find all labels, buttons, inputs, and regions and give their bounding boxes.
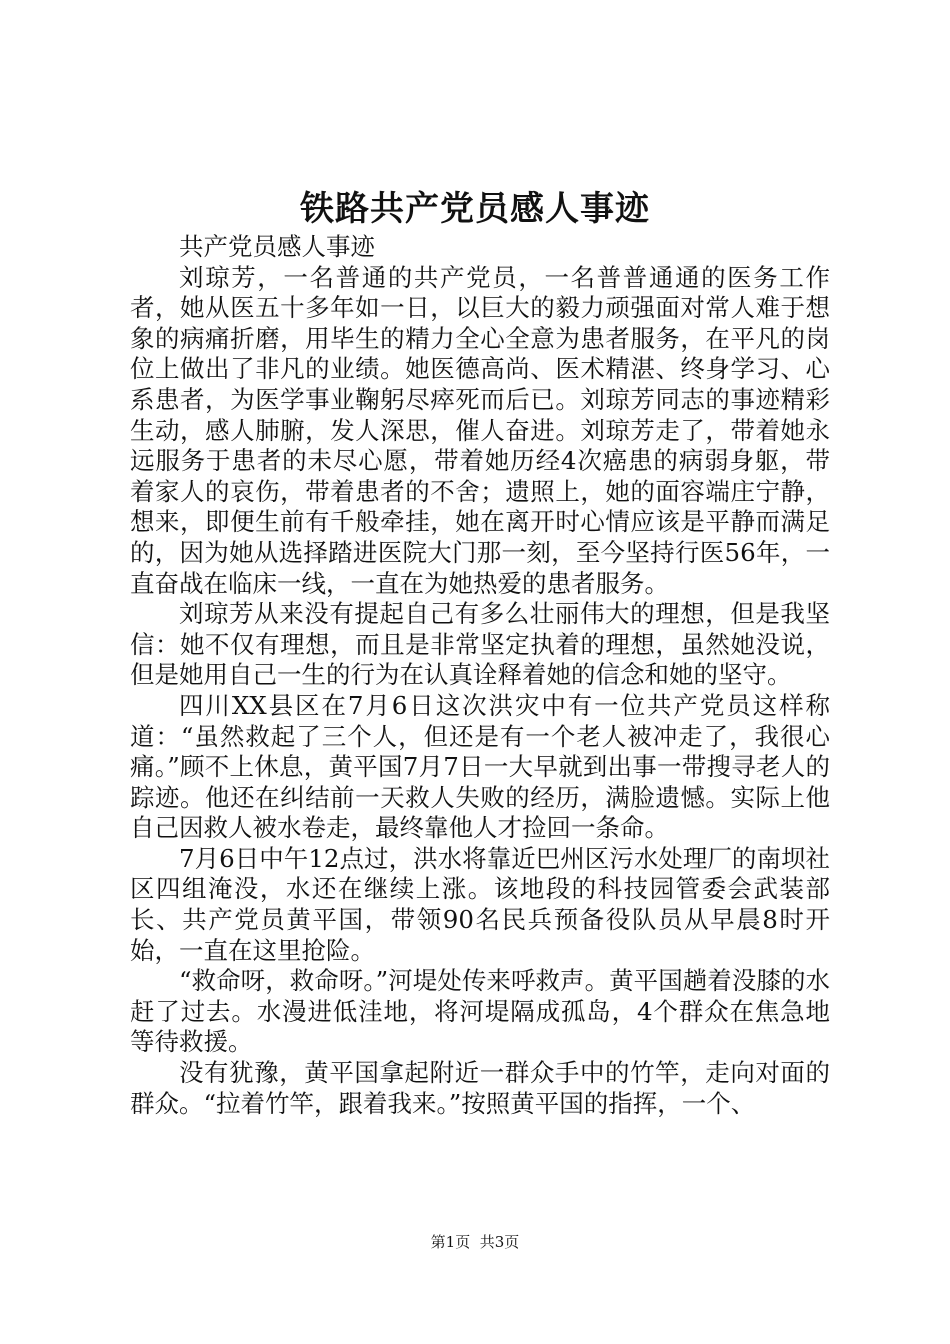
paragraph: 没有犹豫，黄平国拿起附近一群众手中的竹竿，走向对面的群众。“拉着竹竿，跟着我来。”按照黄平国的指挥，一个、 <box>130 1058 830 1118</box>
paragraph-subtitle: 共产党员感人事迹 <box>179 232 375 261</box>
document-body <box>130 232 830 1119</box>
page-total: 共3页 <box>479 1233 520 1251</box>
paragraph: 刘琼芳，一名普通的共产党员，一名普普通通的医务工作者，她从医五十多年如一日，以巨大的毅力顽强面对常人难于想象的病痛折磨，用毕生的精力全心全意为患者服务，在平凡的岗位上做出了非凡的业绩。她医德高尚、医术精湛、终身学习、心系患者，为医学事业鞠躬尽瘁死而后已。刘琼芳同志的事迹精彩生动，感人肺腑，发人深思，催人奋进。刘琼芳走了，带着她永远服务于患者的未尽心愿，带着她历经4次癌患的病弱身躯，带着家人的哀伤，带着患者的不舍；遗照上，她的面容端庄宁静，想来，即便生前有千般牵挂，她在离开时心情应该是平静而满足的，因为她从选择踏进医院大门那一刻，至今坚持行医56年，一直奋战在临床一线，一直在为她热爱的患者服务。 <box>130 262 830 598</box>
page-footer <box>0 1232 950 1252</box>
paragraph: “救命呀，救命呀。”河堤处传来呼救声。黄平国趟着没膝的水赶了过去。水漫进低洼地，将河堤隔成孤岛，4个群众在焦急地等待救援。 <box>130 966 830 1057</box>
paragraph: 7月6日中午12点过，洪水将靠近巴州区污水处理厂的南坝社区四组淹没，水还在继续上涨。该地段的科技园管委会武装部长、共产党员黄平国，带领90名民兵预备役队员从早晨8时开始，一直在这里抢险。 <box>130 843 830 965</box>
paragraph: 四川XX县区在7月6日这次洪灾中有一位共产党员这样称道：“虽然救起了三个人，但还是有一个老人被冲走了，我很心痛。”顾不上休息，黄平国7月7日一大早就到出事一带搜寻老人的踪迹。他还在纠结前一天救人失败的经历，满脸遗憾。实际上他自己因救人被水卷走，最终靠他人才捡回一条命。 <box>130 690 830 843</box>
paragraph: 刘琼芳从来没有提起自己有多么壮丽伟大的理想，但是我坚信：她不仅有理想，而且是非常坚定执着的理想，虽然她没说，但是她用自己一生的行为在认真诠释着她的信念和她的坚守。 <box>130 599 830 690</box>
page-number: 第1页 <box>430 1233 471 1251</box>
document-title: 铁路共产党员感人事迹 <box>300 189 650 229</box>
